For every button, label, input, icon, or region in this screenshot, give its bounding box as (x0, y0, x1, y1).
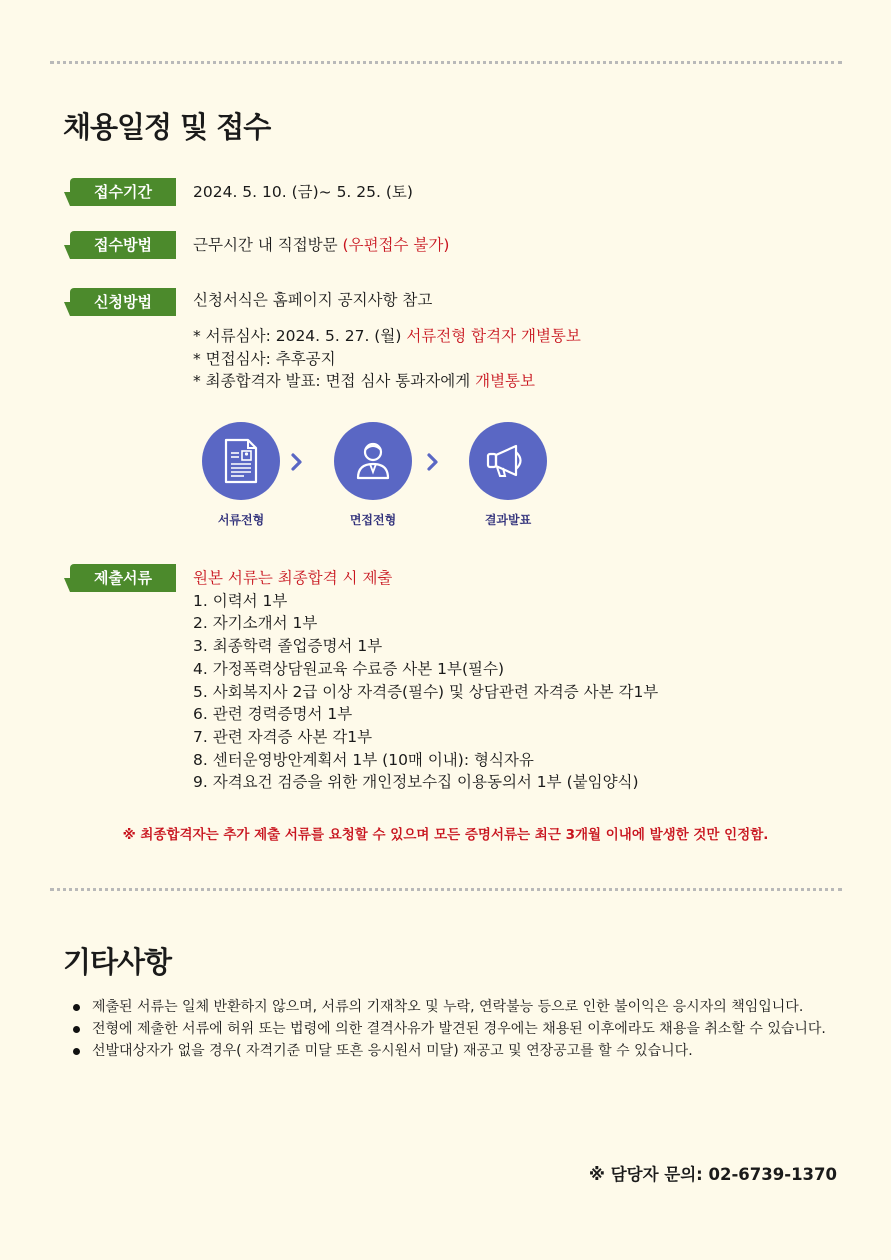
resume-document-icon (202, 422, 280, 500)
chevron-right-icon (290, 452, 304, 472)
document-item: 4. 가정폭력상담원교육 수료증 사본 1부(필수) (193, 659, 504, 678)
list-item: 선발대상자가 없을 경우( 자격기준 미달 또흔 응시원서 미달) 재공고 및 연장공고를 할 수 있습니다. (70, 1040, 860, 1062)
step-label-document: 서류전형 (217, 513, 265, 527)
document-item: 6. 관련 경력증명서 1부 (193, 705, 353, 724)
application-method-text: 근무시간 내 직접방문 (우편접수 불가) (193, 236, 450, 254)
contact-info: ※ 담당자 문의: 02-6739-1370 (588, 1165, 837, 1184)
interviewer-person-icon (334, 422, 412, 500)
document-item: 5. 사회복지사 2급 이상 자격증(필수) 및 상담관련 자격증 사본 각1부 (193, 682, 659, 701)
middle-dotted-divider (50, 888, 842, 891)
application-period-text: 2024. 5. 10. (금)~ 5. 25. (토) (193, 183, 413, 201)
document-item: 3. 최종학력 졸업증명서 1부 (193, 637, 383, 656)
megaphone-icon (469, 422, 547, 500)
note-interview: * 면접심사: 추후공지 (193, 349, 336, 368)
bullet-dot-icon (73, 1026, 80, 1033)
screening-notes (193, 325, 581, 393)
note-document-screening: * 서류심사: 2024. 5. 27. (월) 서류전형 합격자 개별통보 (193, 327, 581, 345)
application-form-text: 신청서식은 홈페이지 공지사항 참고 (193, 291, 433, 309)
top-dotted-divider (50, 61, 842, 64)
step-label-result: 결과발표 (484, 513, 532, 527)
note-final-announcement: * 최종합격자 발표: 면접 심사 통과자에게 개별통보 (193, 372, 536, 390)
chevron-right-icon (426, 452, 440, 472)
document-item: 8. 센터운영방안계획서 1부 (10매 이내): 형식자유 (193, 750, 534, 769)
bullet-dot-icon (73, 1004, 80, 1011)
tag-application-form: 신청방법 (70, 288, 176, 316)
other-notes-list (70, 996, 860, 1062)
list-item: 제출된 서류는 일체 반환하지 않으며, 서류의 기재착오 및 누락, 연락불능 등으로 인한 불이익은 응시자의 책임입니다. (70, 996, 860, 1018)
documents-warning: ※ 최종합격자는 추가 제출 서류를 요청할 수 있으며 모든 증명서류는 최근 3개월 이내에 발생한 것만 인정함. (122, 827, 769, 843)
bullet-dot-icon (73, 1048, 80, 1055)
step-label-interview: 면접전형 (349, 513, 397, 527)
tag-required-documents: 제출서류 (70, 564, 176, 592)
section-title-other: 기타사항 (63, 945, 172, 979)
document-item: 9. 자격요건 검증을 위한 개인정보수집 이용동의서 1부 (붙임양식) (193, 773, 639, 792)
documents-headline: 원본 서류는 최종합격 시 제출 (193, 569, 393, 587)
section-title-schedule: 채용일정 및 접수 (63, 110, 271, 144)
tag-application-method: 접수방법 (70, 231, 176, 259)
document-item: 2. 자기소개서 1부 (193, 614, 318, 633)
no-mail-note: (우편접수 불가) (342, 236, 450, 254)
document-item: 1. 이력서 1부 (193, 591, 288, 610)
document-item: 7. 관련 자격증 사본 각1부 (193, 727, 373, 746)
tag-application-period: 접수기간 (70, 178, 176, 206)
list-item: 전형에 제출한 서류에 허위 또는 법령에 의한 결격사유가 발견된 경우에는 채용된 이후에라도 채용을 취소할 수 있습니다. (70, 1018, 860, 1040)
required-documents-list (193, 567, 658, 794)
